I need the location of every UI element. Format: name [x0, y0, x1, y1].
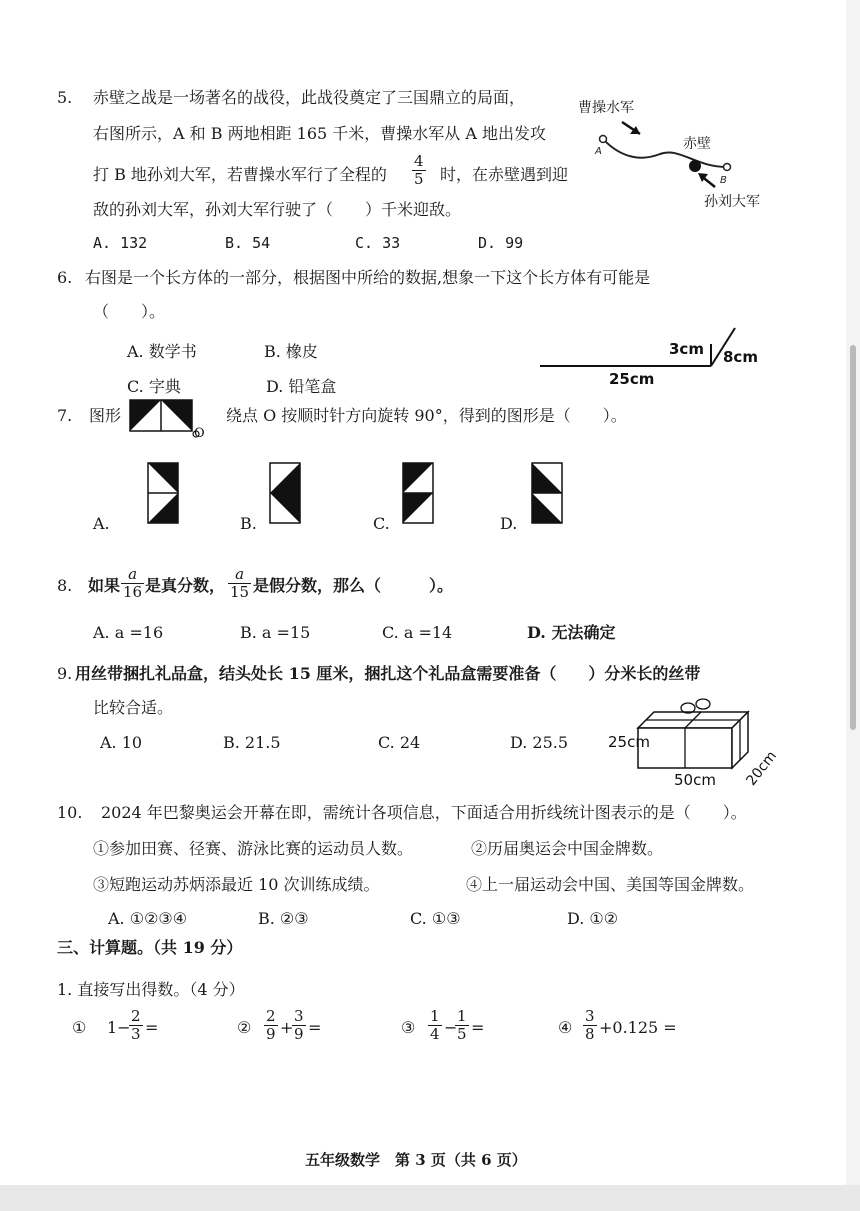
q10-number: 10. — [57, 803, 83, 822]
calc1-e2-op: + — [280, 1018, 294, 1037]
q8-fraction-1 — [121, 566, 144, 601]
q9-text-line2: 比较合适。 — [93, 698, 174, 717]
section-3-title: 三、计算题。（共 19 分） — [57, 938, 243, 957]
q6-number: 6. — [57, 268, 73, 287]
calc1-e1-numerator: 2 — [131, 1007, 141, 1025]
calc1-e2-fraction-2 — [292, 1008, 306, 1043]
calc1-e2-numerator-1: 2 — [266, 1007, 276, 1025]
calc1-e3-numerator-1: 1 — [430, 1007, 440, 1025]
q10-option-a[interactable]: A. ①②③④ — [108, 909, 188, 928]
q5-option-d[interactable]: D. 99 — [478, 234, 524, 252]
q5-option-a[interactable]: A. 132 — [93, 234, 148, 252]
calc1-e2-denominator-2: 9 — [294, 1025, 304, 1043]
vertical-scrollbar-thumb[interactable] — [850, 345, 856, 730]
q6-height-label: 3cm — [669, 340, 704, 358]
q9-option-a[interactable]: A. 10 — [100, 733, 143, 752]
q5-option-b[interactable]: B. 54 — [225, 234, 271, 252]
calc1-e3-numerator-2: 1 — [457, 1007, 467, 1025]
q5-fraction-numerator: 4 — [414, 152, 424, 170]
q10-text-line1: 2024 年巴黎奥运会开幕在即，需统计各项信息，下面适合用折线统计图表示的是（ ）。 — [101, 803, 747, 822]
page-footer: 五年级数学 第 3 页（共 6 页） — [305, 1151, 527, 1169]
calc1-e1-mark: ① — [72, 1018, 87, 1037]
q9-length-label: 50cm — [674, 771, 716, 789]
q10-item-2: ②历届奥运会中国金牌数。 — [471, 839, 664, 858]
q6-length-label: 25cm — [609, 370, 655, 388]
q8-option-c[interactable]: C. a =14 — [382, 623, 453, 642]
q5-fraction — [412, 153, 426, 188]
q7-option-c-label[interactable]: C. — [373, 514, 390, 533]
q6-cuboid-diagram — [535, 322, 775, 392]
q7-option-d-label[interactable]: D. — [500, 514, 518, 533]
calc1-e2-numerator-2: 3 — [294, 1007, 304, 1025]
calc1-e4-post: +0.125 = — [599, 1018, 677, 1037]
q5-label-caocao: 曹操水军 — [578, 100, 634, 116]
q8-text-pre: 如果 — [88, 576, 121, 595]
q6-option-a[interactable]: A. 数学书 — [127, 342, 197, 361]
q7-option-a-label[interactable]: A. — [93, 514, 110, 533]
q9-option-b[interactable]: B. 21.5 — [223, 733, 281, 752]
calc1-e1-post: = — [145, 1018, 159, 1037]
q8-fraction-1-numerator: a — [128, 565, 138, 583]
q5-label-sunliu: 孙刘大军 — [704, 194, 760, 210]
bottom-toolbar — [0, 1185, 860, 1211]
q8-number: 8. — [57, 576, 73, 595]
q10-item-1: ①参加田赛、径赛、游泳比赛的运动员人数。 — [93, 839, 414, 858]
calc1-e4-mark: ④ — [558, 1018, 573, 1037]
q7-option-b-figure[interactable] — [269, 462, 301, 524]
calc1-e2-fraction-1 — [264, 1008, 278, 1043]
q7-number: 7. — [57, 406, 73, 425]
q5-point-b — [724, 164, 731, 171]
q5-label-a: A — [595, 146, 602, 157]
q6-text-line2: （ ）。 — [93, 302, 166, 321]
q9-text-line1: 用丝带捆扎礼品盒，结头处长 15 厘米，捆扎这个礼品盒需要准备（ ）分米长的丝带 — [75, 664, 701, 683]
q9-width-label: 20cm — [743, 748, 781, 789]
q8-text-mid: 是真分数， — [145, 576, 226, 595]
q7-option-c-figure[interactable] — [402, 462, 434, 524]
q5-text-line4: 敌的孙刘大军，孙刘大军行驶了（ ）千米迎敌。 — [93, 200, 462, 219]
q6-text-line1: 右图是一个长方体的一部分，根据图中所给的数据,想象一下这个长方体有可能是 — [85, 268, 651, 287]
q9-bow-right — [696, 699, 710, 709]
q5-chibi-diagram — [570, 92, 780, 212]
q10-item-4: ④上一届运动会中国、美国等国金牌数。 — [466, 875, 755, 894]
q5-fraction-denominator: 5 — [414, 170, 424, 188]
q8-fraction-2-denominator: 15 — [230, 583, 250, 601]
q10-item-3: ③短跑运动苏炳添最近 10 次训练成绩。 — [93, 875, 380, 894]
calc1-e3-mark: ③ — [401, 1018, 416, 1037]
calc1-e4-numerator: 3 — [585, 1007, 595, 1025]
q9-gift-box-diagram — [606, 690, 781, 790]
calc1-e3-fraction-1 — [428, 1008, 442, 1043]
q5-number: 5. — [57, 88, 73, 107]
calc1-e3-post: = — [471, 1018, 485, 1037]
q8-text-post: 是假分数，那么（ ）。 — [253, 576, 454, 595]
q8-fraction-1-denominator: 16 — [123, 583, 143, 601]
q7-question-text: 绕点 O 按顺时针方向旋转 90°，得到的图形是（ ）。 — [226, 406, 627, 425]
q6-option-d[interactable]: D. 铅笔盒 — [266, 377, 337, 396]
q8-option-b[interactable]: B. a =15 — [240, 623, 311, 642]
calc1-e2-denominator-1: 9 — [266, 1025, 276, 1043]
calc1-e4-denominator: 8 — [585, 1025, 595, 1043]
q5-text-line3a: 打 B 地孙刘大军，若曹操水军行了全程的 — [93, 165, 387, 184]
q6-option-c[interactable]: C. 字典 — [127, 377, 181, 396]
q6-option-b[interactable]: B. 橡皮 — [264, 342, 318, 361]
q6-width-label: 8cm — [723, 348, 758, 366]
q10-option-b[interactable]: B. ②③ — [258, 909, 309, 928]
q9-option-c[interactable]: C. 24 — [378, 733, 421, 752]
q9-number: 9. — [57, 664, 73, 683]
q5-point-chibi — [689, 160, 701, 172]
q5-point-a — [600, 136, 607, 143]
q10-option-c[interactable]: C. ①③ — [410, 909, 461, 928]
calc1-e1-fraction — [129, 1008, 143, 1043]
q7-option-a-figure[interactable] — [147, 462, 179, 524]
calc1-e2-post: = — [308, 1018, 322, 1037]
q8-option-a[interactable]: A. a =16 — [93, 623, 164, 642]
q8-option-d[interactable]: D. 无法确定 — [527, 623, 616, 642]
q5-text-line2: 右图所示，A 和 B 两地相距 165 千米，曹操水军从 A 地出发攻 — [93, 124, 547, 143]
q7-label-o: O — [194, 426, 205, 441]
q7-label: 图形 — [89, 406, 122, 425]
q5-option-c[interactable]: C. 33 — [355, 234, 401, 252]
calc1-e1-pre: 1− — [107, 1018, 131, 1037]
calc1-e1-denominator: 3 — [131, 1025, 141, 1043]
calc1-title: 1. 直接写出得数。（4 分） — [57, 980, 245, 999]
q7-option-d-figure[interactable] — [531, 462, 563, 524]
q9-height-label: 25cm — [608, 733, 650, 751]
q10-option-d[interactable]: D. ①② — [567, 909, 619, 928]
calc1-e2-mark: ② — [237, 1018, 252, 1037]
calc1-e3-denominator-2: 5 — [457, 1025, 467, 1043]
q5-text-line1: 赤壁之战是一场著名的战役，此战役奠定了三国鼎立的局面， — [93, 88, 526, 107]
q8-fraction-2 — [228, 566, 251, 601]
q9-option-d[interactable]: D. 25.5 — [510, 733, 569, 752]
q7-option-b-label[interactable]: B. — [240, 514, 257, 533]
q5-label-chibi: 赤壁 — [683, 136, 711, 152]
q5-text-line3b: 时，在赤壁遇到迎 — [440, 165, 569, 184]
calc1-e3-op: − — [444, 1018, 458, 1037]
calc1-e4-fraction — [583, 1008, 597, 1043]
q5-label-b: B — [720, 175, 727, 186]
calc1-e3-fraction-2 — [455, 1008, 469, 1043]
q8-fraction-2-numerator: a — [235, 565, 245, 583]
calc1-e3-denominator-1: 4 — [430, 1025, 440, 1043]
